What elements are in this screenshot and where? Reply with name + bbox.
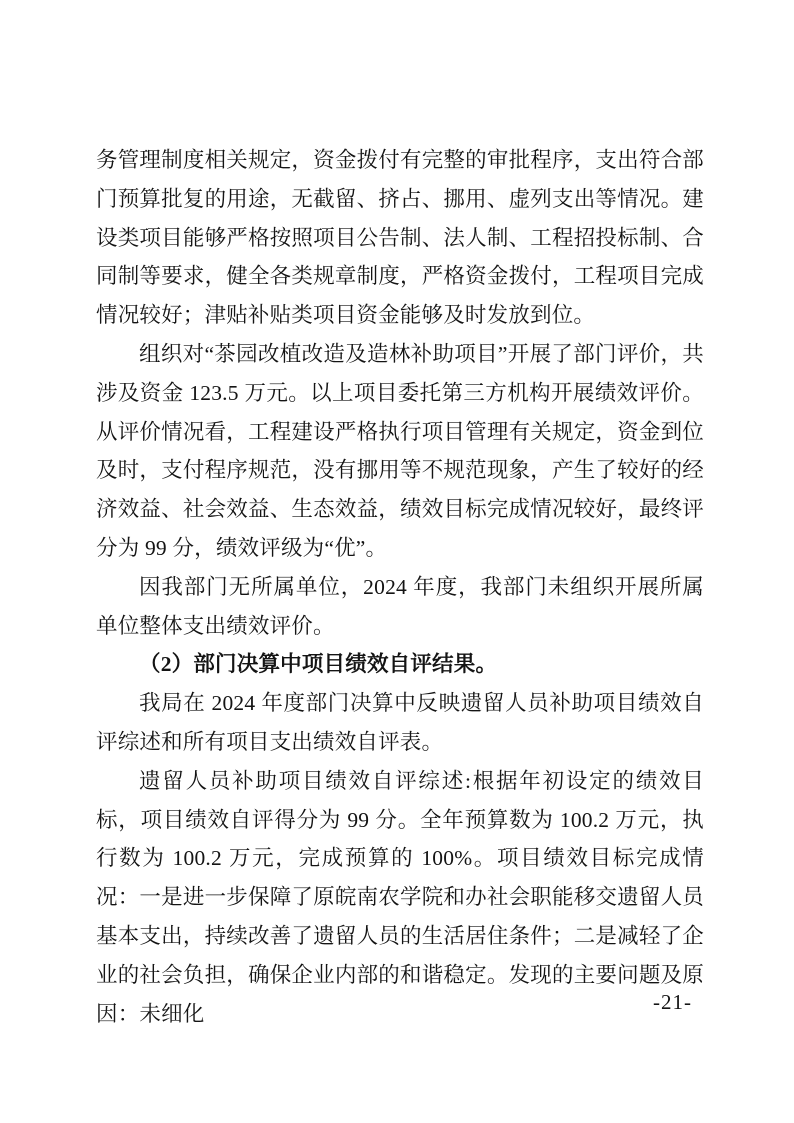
- paragraph-retained-personnel-subsidy-summary: 遗留人员补助项目绩效自评综述:根据年初设定的绩效目标，项目绩效自评得分为 99 分。全年预算数为 100.2 万元，执行数为 100.2 万元，完成预算的 100%。项目绩效目标完成情况：一是进一步保障了原皖南农学院和办社会职能移交遗留人员基本支出，持续改善了遗留人员的生活居住条件；二是减轻了企业的社会负担，确保企业内部的和谐稳定。发现的主要问题及原因：未细化: [96, 768, 704, 1026]
- paragraph-tea-garden-project-evaluation: 组织对“茶园改植改造及造林补助项目”开展了部门评价，共涉及资金 123.5 万元。以上项目委托第三方机构开展绩效评价。从评价情况看，工程建设严格执行项目管理有关规定，资金到位及时，支付程序规范，没有挪用等不规范现象，产生了较好的经济效益、社会效益、生态效益，绩效目标完成情况较好，最终评分为 99 分，绩效评级为“优”。: [96, 341, 704, 560]
- page-number: -21-: [653, 990, 692, 1014]
- paragraph-no-subordinate-units: 因我部门无所属单位，2024 年度，我部门未组织开展所属单位整体支出绩效评价。: [96, 574, 704, 638]
- section-heading-self-evaluation-results: （2）部门决算中项目绩效自评结果。: [139, 652, 498, 677]
- paragraph-fund-management-continuation: 务管理制度相关规定，资金拨付有完整的审批程序，支出符合部门预算批复的用途，无截留、挤占、挪用、虚列支出等情况。建设类项目能够严格按照项目公告制、法人制、工程招投标制、合同制等要求，健全各类规章制度，严格资金拨付，工程项目完成情况较好；津贴补贴类项目资金能够及时发放到位。: [96, 148, 704, 328]
- document-body: [96, 141, 704, 1033]
- paragraph-final-accounts-reporting: 我局在 2024 年度部门决算中反映遗留人员补助项目绩效自评综述和所有项目支出绩效自评表。: [96, 691, 704, 754]
